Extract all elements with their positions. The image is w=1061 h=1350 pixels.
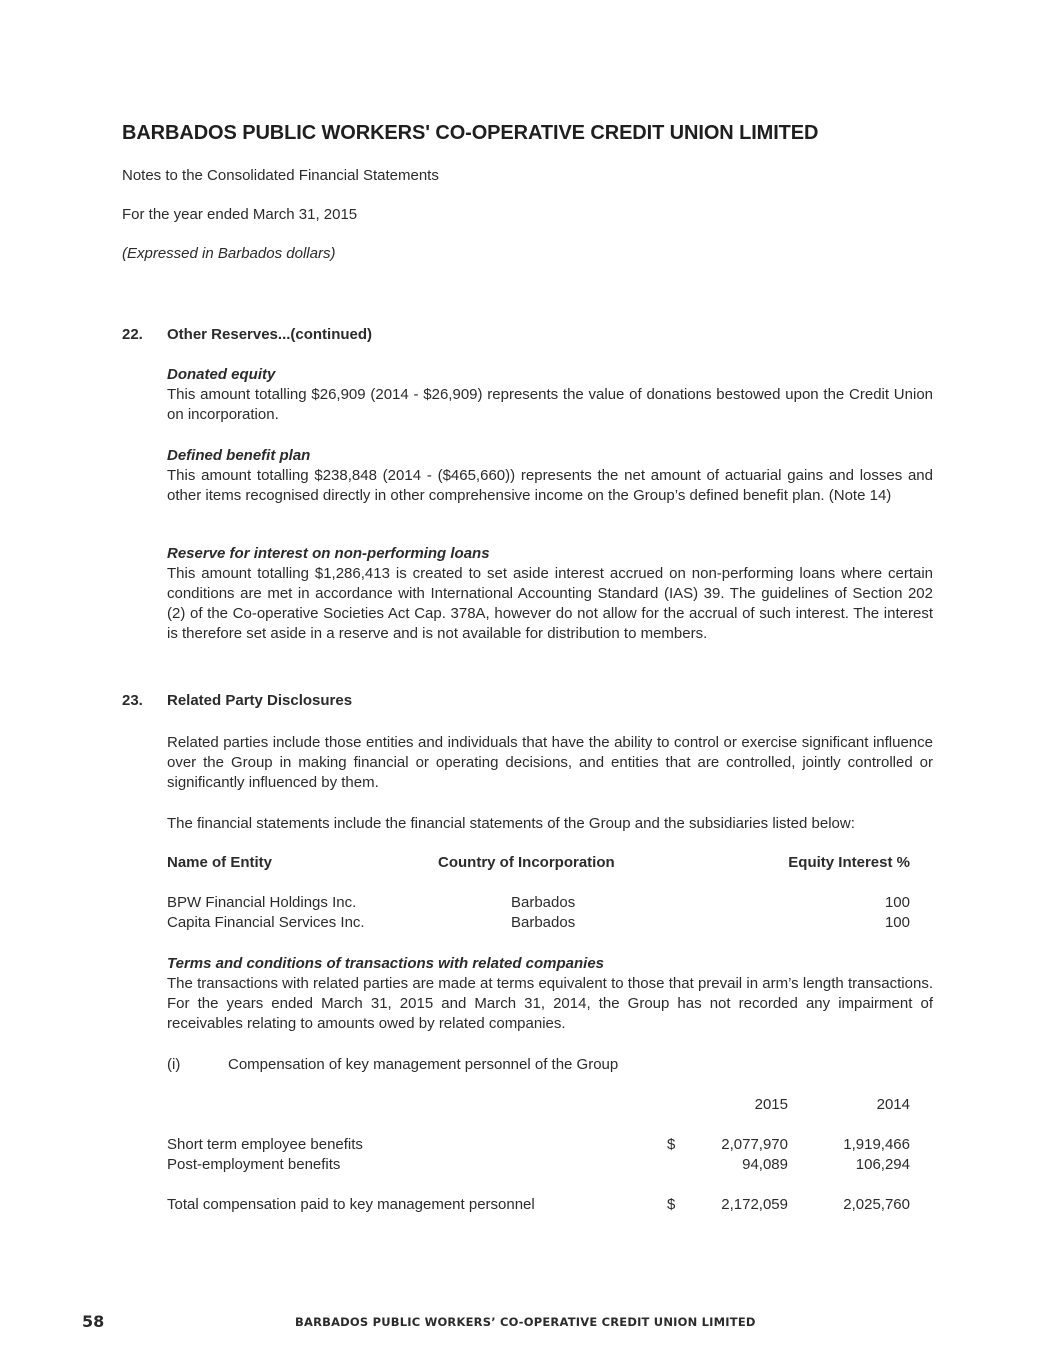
donated-equity-text: This amount totalling $26,909 (2014 - $26,909) represents the value of donations bestowed upon the Credit Union on incorporation. xyxy=(167,386,933,423)
footer-org-name: BARBADOS PUBLIC WORKERS’ CO-OPERATIVE CREDIT UNION LIMITED xyxy=(295,1315,756,1329)
entity-row-country: Barbados xyxy=(511,894,576,911)
comp-row-currency: $ xyxy=(667,1136,676,1153)
comp-row-2014: 106,294 xyxy=(855,1156,910,1173)
defined-benefit-heading: Defined benefit plan xyxy=(167,447,311,464)
section-22-title: Other Reserves...(continued) xyxy=(167,326,373,343)
section-23-number: 23. xyxy=(122,692,143,709)
year-header-2015: 2015 xyxy=(754,1096,788,1113)
comp-total-label: Total compensation paid to key management personnel xyxy=(167,1196,535,1213)
donated-equity-heading: Donated equity xyxy=(167,366,276,383)
reserve-text: This amount totalling $1,286,413 is created to set aside interest accrued on non-performing loans where certain conditions are met in accordance with International Accounting Standard (IAS) 39. The guidelines of Section 202 (2) of the Co-operative Societies Act Cap. 378A, however do not allow for the accrual of such interest. The interest is therefore set aside in a reserve and is not available for distribution to members. xyxy=(167,565,933,642)
page-number: 58 xyxy=(82,1312,105,1331)
subsidiaries-text: The financial statements include the financial statements of the Group and the subsidiaries listed below: xyxy=(167,815,855,832)
statement-subtitle: Notes to the Consolidated Financial Statements xyxy=(122,167,439,184)
compensation-index: (i) xyxy=(167,1056,181,1073)
comp-total-currency: $ xyxy=(667,1196,676,1213)
comp-row-label: Post-employment benefits xyxy=(167,1156,341,1173)
reserve-heading: Reserve for interest on non-performing loans xyxy=(167,545,490,562)
entity-row-equity: 100 xyxy=(884,914,910,931)
terms-heading: Terms and conditions of transactions with related companies xyxy=(167,955,605,972)
terms-text: The transactions with related parties are made at terms equivalent to those that prevail in arm’s length transactions. For the years ended March 31, 2015 and March 31, 2014, the Group has not recorded any impairment of receivables relating to amounts owed by related companies. xyxy=(167,975,933,1032)
related-parties-intro: Related parties include those entities and individuals that have the ability to control or exercise significant influence over the Group in making financial or operating decisions, and entities that are controlled, jointly controlled or significantly influenced by them. xyxy=(167,734,933,791)
compensation-title: Compensation of key management personnel of the Group xyxy=(228,1056,619,1073)
defined-benefit-text: This amount totalling $238,848 (2014 - ($465,660)) represents the net amount of actuarial gains and losses and other items recognised directly in other comprehensive income on the Group’s defined benefit plan. (Note 14) xyxy=(167,467,933,504)
year-header-2014: 2014 xyxy=(876,1096,910,1113)
entity-header-equity: Equity Interest % xyxy=(788,854,910,871)
entity-header-country: Country of Incorporation xyxy=(438,854,615,871)
page-title: BARBADOS PUBLIC WORKERS' CO-OPERATIVE CREDIT UNION LIMITED xyxy=(122,122,819,144)
entity-row-equity: 100 xyxy=(884,894,910,911)
entity-row-country: Barbados xyxy=(511,914,576,931)
entity-header-name: Name of Entity xyxy=(167,854,273,871)
comp-row-2015: 94,089 xyxy=(742,1156,788,1173)
entity-row-name: Capita Financial Services Inc. xyxy=(167,914,365,931)
period-subtitle: For the year ended March 31, 2015 xyxy=(122,206,358,223)
entity-row-name: BPW Financial Holdings Inc. xyxy=(167,894,357,911)
comp-row-label: Short term employee benefits xyxy=(167,1136,363,1153)
section-22-number: 22. xyxy=(122,326,143,343)
comp-total-2014: 2,025,760 xyxy=(843,1196,910,1213)
currency-note: (Expressed in Barbados dollars) xyxy=(122,245,336,262)
section-23-title: Related Party Disclosures xyxy=(167,692,353,709)
comp-row-2015: 2,077,970 xyxy=(721,1136,788,1153)
comp-row-2014: 1,919,466 xyxy=(843,1136,910,1153)
comp-total-2015: 2,172,059 xyxy=(721,1196,788,1213)
